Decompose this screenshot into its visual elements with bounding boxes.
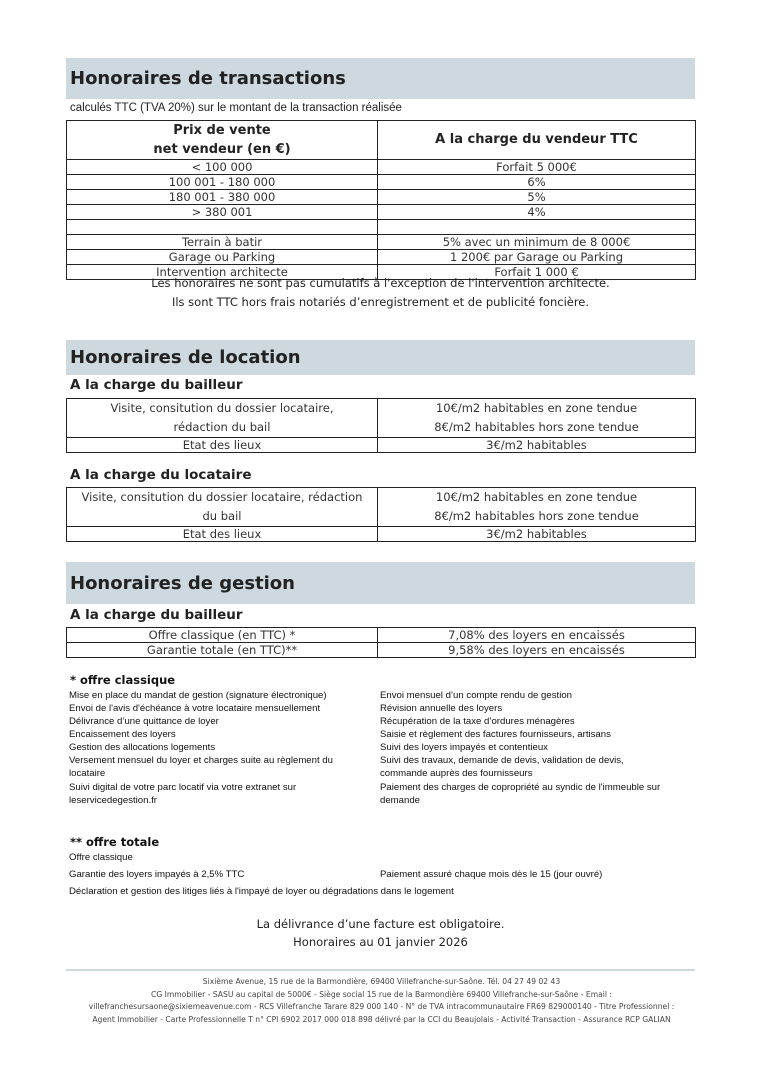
service-cell — [67, 488, 378, 527]
fee-line: 10€/m2 habitables en zone tendue — [435, 401, 638, 415]
fee-cell: Forfait 1 000 € — [378, 265, 696, 280]
table-row-empty — [67, 220, 696, 235]
service-cell: Etat des lieux — [67, 438, 378, 453]
footer-divider — [66, 969, 695, 971]
table-row — [67, 205, 696, 220]
column-header-price — [67, 121, 378, 160]
offer-cell: Offre classique (en TTC) * — [67, 628, 378, 643]
list-item: Révision annuelle des loyers — [380, 703, 503, 714]
offre-classique-list-left — [69, 689, 369, 807]
footer-address: Sixième Avenue, 15 rue de la Barmondière, 69400 Villefranche-sur-Saône. Tél. 04 27 49 02 43 — [202, 977, 561, 986]
fee-line: 10€/m2 habitables en zone tendue — [435, 490, 638, 504]
column-header-price-line2: net vendeur (en €) — [153, 142, 291, 157]
list-item: Paiement des charges de copropriété au syndic de l'immeuble sur demande — [380, 782, 661, 806]
footer-email-rcs: villefranchesursaone@sixiemeavenue.com - RCS Villefranche Tarare 829 000 140 - N° de TVA intracommunautaire FR69 829000140 - Titre Professionnel : — [88, 1002, 675, 1011]
price-cell: 180 001 - 380 000 — [67, 190, 378, 205]
service-line: du bail — [202, 509, 242, 523]
transactions-subtitle: calculés TTC (TVA 20%) sur le montant de la transaction réalisée — [70, 102, 402, 114]
service-line: Visite, consitution du dossier locataire, — [110, 401, 334, 415]
list-item: Encaissement des loyers — [69, 729, 176, 740]
service-cell — [67, 399, 378, 438]
price-cell: 100 001 - 180 000 — [67, 175, 378, 190]
list-item: Mise en place du mandat de gestion (signature électronique) — [69, 690, 327, 701]
list-item: Suivi des loyers impayés et contentieux — [380, 742, 548, 753]
list-item: Versement mensuel du loyer et charges suite au règlement du locataire — [69, 755, 333, 779]
section-header-gestion: Honoraires de gestion — [66, 562, 695, 604]
service-cell: Etat des lieux — [67, 527, 378, 542]
offre-totale-title: ** offre totale — [70, 835, 160, 849]
offre-totale-line1: Offre classique — [69, 852, 133, 863]
service-line: rédaction du bail — [173, 420, 271, 434]
closing-invoice-notice: La délivrance d’une facture est obligatoire. — [256, 917, 505, 931]
table-row — [67, 235, 696, 250]
price-cell: Intervention architecte — [67, 265, 378, 280]
fee-cell: 5% — [378, 190, 696, 205]
table-row — [67, 628, 696, 643]
table-header-row — [67, 121, 696, 160]
fee-cell — [378, 399, 696, 438]
footer-professional-card: Agent Immobilier - Carte Professionnelle T n° CPI 6902 2017 000 018 898 délivré par la CCI du Beaujolais - Activité Transaction - Assurance RCP GALIAN — [92, 1014, 671, 1024]
offre-totale-line3: Déclaration et gestion des litiges liés à l'impayé de loyer ou dégradations dans le logement — [69, 886, 454, 897]
service-line: Visite, consitution du dossier locataire, rédaction — [81, 490, 363, 504]
closing-date: Honoraires au 01 janvier 2026 — [293, 935, 468, 949]
offre-totale-line2-right: Paiement assuré chaque mois dès le 15 (jour ouvré) — [380, 869, 603, 880]
price-cell — [67, 220, 378, 235]
column-header-price-line1: Prix de vente — [173, 123, 271, 138]
table-row — [67, 438, 696, 453]
offer-cell: Garantie totale (en TTC)** — [67, 643, 378, 658]
column-header-fee: A la charge du vendeur TTC — [378, 121, 696, 160]
fee-cell: 7,08% des loyers en encaissés — [378, 628, 696, 643]
table-row — [67, 399, 696, 438]
table-row — [67, 488, 696, 527]
fee-cell: 9,58% des loyers en encaissés — [378, 643, 696, 658]
list-item: Gestion des allocations logements — [69, 742, 216, 753]
list-item: Suivi digital de votre parc locatif via votre extranet sur leservicedegestion.fr — [69, 782, 297, 806]
table-row — [67, 175, 696, 190]
transactions-table — [66, 120, 696, 280]
fee-cell: 4% — [378, 205, 696, 220]
list-item: Envoi de l'avis d'échéance à votre locataire mensuellement — [69, 703, 321, 714]
footer-company: CG Immobilier - SASU au capital de 5000€ - Siège social 15 rue de la Barmondière 69400 Villefranche-sur-Saône - Email : — [151, 989, 612, 999]
fee-cell: 1 200€ par Garage ou Parking — [378, 250, 696, 265]
transactions-note-cumulative: Les honoraires ne sont pas cumulatifs à l'exception de l'intervention architecte. — [151, 276, 610, 290]
price-cell: > 380 001 — [67, 205, 378, 220]
footer — [40, 976, 723, 1026]
table-row — [67, 190, 696, 205]
fee-line: 8€/m2 habitables hors zone tendue — [434, 509, 639, 523]
offre-classique-list-right — [380, 689, 698, 807]
location-bailleur-heading: A la charge du bailleur — [70, 377, 243, 393]
fee-line: 8€/m2 habitables hors zone tendue — [434, 420, 639, 434]
offre-totale-line2-left: Garantie des loyers impayés à 2,5% TTC — [69, 869, 245, 880]
location-locataire-heading: A la charge du locataire — [70, 467, 252, 483]
fee-cell: Forfait 5 000€ — [378, 160, 696, 175]
fee-cell: 3€/m2 habitables — [378, 438, 696, 453]
section-header-transactions: Honoraires de transactions — [66, 58, 695, 99]
location-locataire-table — [66, 487, 696, 542]
fee-cell — [378, 488, 696, 527]
fee-cell: 3€/m2 habitables — [378, 527, 696, 542]
fee-cell: 5% avec un minimum de 8 000€ — [378, 235, 696, 250]
list-item: Suivi des travaux, demande de devis, validation de devis, commande auprès des fournisseurs — [380, 755, 624, 779]
table-row — [67, 250, 696, 265]
price-cell: < 100 000 — [67, 160, 378, 175]
price-cell: Garage ou Parking — [67, 250, 378, 265]
list-item: Envoi mensuel d’un compte rendu de gestion — [380, 690, 572, 701]
fee-cell: 6% — [378, 175, 696, 190]
table-row — [67, 643, 696, 658]
section-header-location: Honoraires de location — [66, 340, 695, 375]
price-cell: Terrain à batir — [67, 235, 378, 250]
list-item: Délivrance d’une quittance de loyer — [69, 716, 219, 727]
transactions-note-ttc: Ils sont TTC hors frais notariés d’enregistrement et de publicité foncière. — [171, 295, 590, 309]
table-row — [67, 527, 696, 542]
fee-cell — [378, 220, 696, 235]
list-item: Saisie et règlement des factures fournisseurs, artisans — [380, 729, 611, 740]
list-item: Récupération de la taxe d’ordures ménagères — [380, 716, 575, 727]
gestion-table — [66, 627, 696, 658]
location-bailleur-table — [66, 398, 696, 453]
gestion-bailleur-heading: A la charge du bailleur — [70, 607, 243, 623]
table-row — [67, 160, 696, 175]
offre-classique-title: * offre classique — [70, 673, 176, 687]
